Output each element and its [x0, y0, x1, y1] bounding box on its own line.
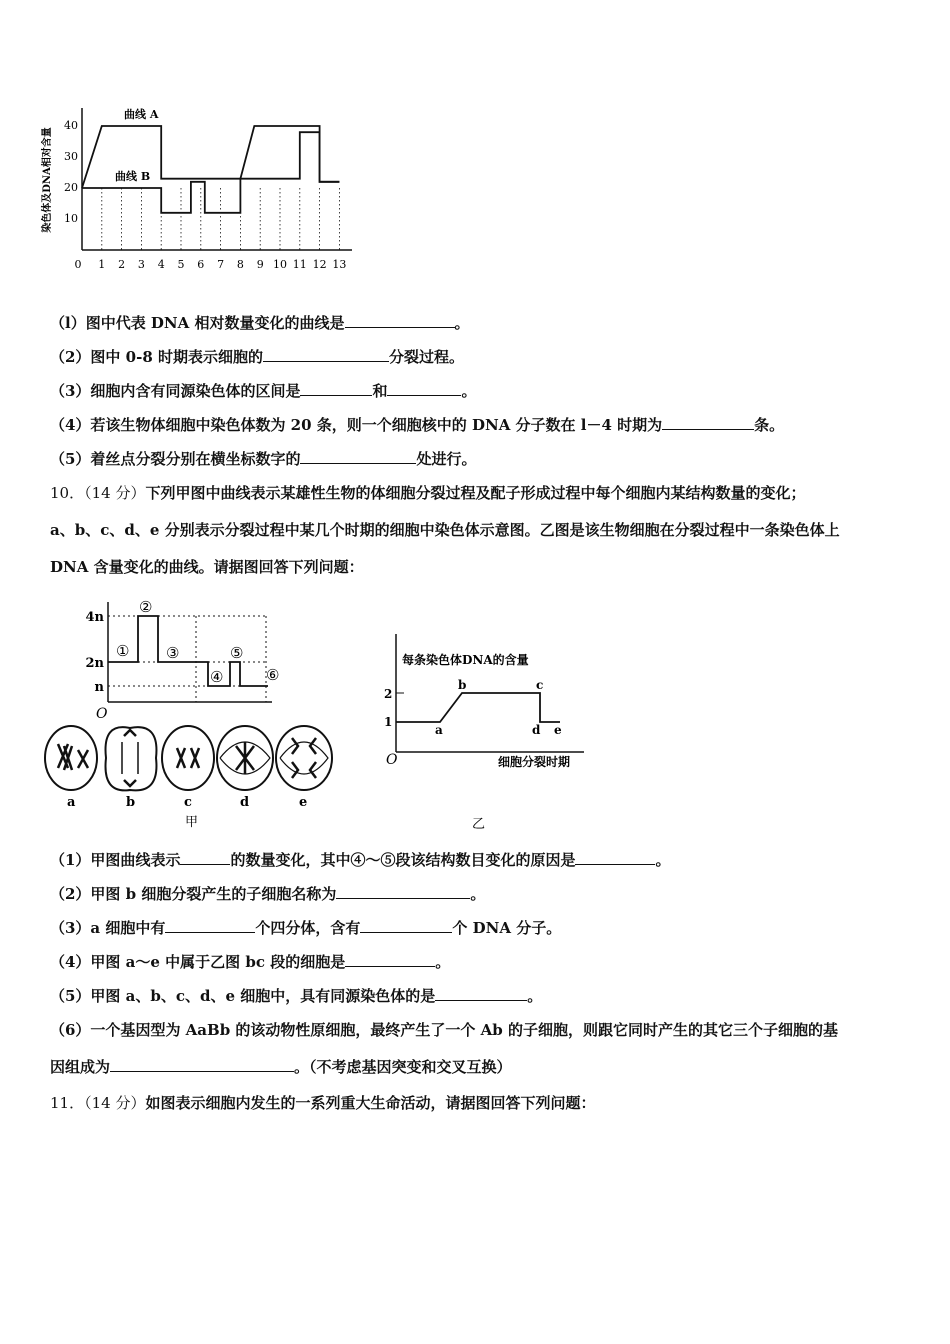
q9-item-3-end: 。: [461, 382, 477, 400]
q9-item-3-text: （3）细胞内含有同源染色体的区间是: [50, 382, 301, 400]
q11-number: 11．: [50, 1094, 85, 1112]
x-tick-5: 5: [177, 258, 185, 271]
q10-stem-line-2: a、b、c、d、e 分别表示分裂过程中某几个时期的细胞中染色体示意图。乙图是该生物细胞在分裂过程中一条染色体上: [50, 521, 840, 539]
x-tick-3: 3: [137, 258, 145, 271]
figure-curves-ab: [40, 100, 370, 280]
yi-point-e: e: [554, 723, 562, 737]
q10-item-1-mid: 的数量变化，其中④～⑤段该结构数目变化的原因是: [230, 851, 576, 869]
q10-item-3-blank-1[interactable]: [165, 918, 255, 933]
cell-label-a: a: [67, 795, 76, 810]
x-tick-7: 7: [217, 258, 225, 271]
q10-item-1-blank-2[interactable]: [575, 850, 655, 865]
q9-item-4-end: 条。: [754, 416, 785, 434]
yi-y-tick-2: 2: [384, 687, 393, 701]
q9-item-2-text: （2）图中 0-8 时期表示细胞的: [50, 348, 263, 366]
q10-points: （14 分）: [84, 484, 146, 502]
y-axis-label: 染色体及DNA相对含量: [42, 127, 53, 233]
jia-caption: 甲: [185, 815, 199, 830]
cell-d: [217, 726, 273, 790]
q10-item-1-blank-1[interactable]: [180, 850, 230, 865]
q10-item-4-text: （4）甲图 a～e 中属于乙图 bc 段的细胞是: [50, 953, 346, 971]
q9-item-1-end: 。: [454, 314, 470, 332]
jia-y-tick-2n: 2n: [85, 656, 104, 671]
q10-stem-line-1: [50, 482, 805, 503]
q11-stem: [50, 1092, 595, 1113]
q9-item-4-text: （4）若该生物体细胞中染色体数为 20 条，则一个细胞核中的 DNA 分子数在 l－4 时期为: [50, 416, 663, 434]
q9-item-1-text: （l）图中代表 DNA 相对数量变化的曲线是: [50, 314, 345, 332]
q10-item-1: [50, 849, 670, 870]
q9-item-2-end: 分裂过程。: [388, 348, 464, 366]
q10-item-2: [50, 883, 485, 904]
q10-item-4-end: 。: [435, 953, 451, 971]
cell-c: [162, 726, 214, 790]
x-tick-10: 10: [273, 258, 287, 271]
x-tick-1: 1: [98, 258, 106, 271]
jia-seg-4: ④: [210, 668, 224, 686]
q10-number: 10．: [50, 484, 85, 502]
jia-seg-1: ①: [116, 642, 130, 660]
jia-seg-5: ⑤: [230, 644, 244, 662]
q10-item-4-blank[interactable]: [345, 952, 435, 967]
q10-item-5: [50, 985, 542, 1006]
q9-item-3-blank-2[interactable]: [387, 381, 461, 396]
x-tick-11: 11: [292, 258, 307, 271]
q10-item-6-line-1: （6）一个基因型为 AaBb 的该动物性原细胞，最终产生了一个 Ab 的子细胞，则跟它同时产生的其它三个子细胞的基: [50, 1021, 838, 1039]
q10-item-5-end: 。: [527, 987, 543, 1005]
cell-label-d: d: [240, 795, 250, 810]
jia-origin: O: [96, 706, 108, 722]
x-tick-0: 0: [74, 258, 82, 271]
curve-b-label: 曲线 B: [115, 170, 151, 183]
yi-point-c: c: [536, 678, 544, 692]
jia-seg-3: ③: [166, 644, 180, 662]
cell-label-b: b: [126, 795, 136, 810]
q10-item-3-mid: 个四分体，含有: [255, 919, 361, 937]
y-tick-30: 30: [64, 150, 78, 163]
cell-label-c: c: [184, 795, 192, 810]
x-tick-6: 6: [197, 258, 205, 271]
cell-b: [106, 727, 157, 790]
y-tick-40: 40: [64, 119, 78, 132]
q10-item-3: [50, 917, 561, 938]
x-tick-9: 9: [256, 258, 264, 271]
q10-item-3-end: 个 DNA 分子。: [452, 919, 562, 937]
q10-item-6-end: 。（不考虑基因突变和交叉互换）: [294, 1058, 512, 1076]
q10-item-6-line-2: [50, 1056, 512, 1077]
q9-item-5: [50, 448, 476, 469]
jia-y-tick-4n: 4n: [85, 610, 104, 625]
cell-label-e: e: [299, 795, 308, 810]
q10-stem-line-3: DNA 含量变化的曲线。请据图回答下列问题：: [50, 558, 364, 576]
q9-item-4: [50, 414, 784, 435]
jia-seg-2: ②: [139, 598, 153, 616]
yi-title: 每条染色体DNA的含量: [402, 653, 529, 667]
q10-item-6-blank[interactable]: [110, 1057, 294, 1072]
q9-item-3-blank-1[interactable]: [300, 381, 372, 396]
yi-point-b: b: [458, 678, 467, 692]
q11-points: （14 分）: [84, 1094, 146, 1112]
q9-item-5-text: （5）着丝点分裂分别在横坐标数字的: [50, 450, 301, 468]
y-tick-10: 10: [64, 212, 78, 225]
cell-a: [45, 726, 97, 790]
q10-stem-1: 下列甲图中曲线表示某雄性生物的体细胞分裂过程及配子形成过程中每个细胞内某结构数量的变化；: [145, 484, 806, 502]
q11-stem-text: 如图表示细胞内发生的一系列重大生命活动，请据图回答下列问题：: [145, 1094, 596, 1112]
q10-item-2-end: 。: [470, 885, 486, 903]
x-tick-2: 2: [118, 258, 126, 271]
yi-point-a: a: [435, 723, 443, 737]
q9-item-2: [50, 346, 464, 367]
q10-item-3-text: （3）a 细胞中有: [50, 919, 166, 937]
x-tick-13: 13: [332, 258, 347, 271]
yi-y-tick-1: 1: [384, 715, 393, 729]
x-tick-12: 12: [312, 258, 327, 271]
jia-seg-6: ⑥: [266, 666, 280, 684]
x-tick-8: 8: [236, 258, 244, 271]
q9-item-4-blank[interactable]: [662, 415, 754, 430]
q9-item-1: [50, 312, 470, 333]
q10-item-2-blank[interactable]: [336, 884, 470, 899]
q10-item-1-text: （1）甲图曲线表示: [50, 851, 181, 869]
q10-item-5-text: （5）甲图 a、b、c、d、e 细胞中，具有同源染色体的是: [50, 987, 436, 1005]
cell-e: [276, 726, 332, 790]
q10-item-2-text: （2）甲图 b 细胞分裂产生的子细胞名称为: [50, 885, 337, 903]
figure-jia: [40, 596, 340, 836]
q9-item-1-blank[interactable]: [345, 313, 455, 328]
q9-item-2-blank[interactable]: [263, 347, 389, 362]
q10-item-5-blank[interactable]: [435, 986, 527, 1001]
q9-item-5-end: 处进行。: [416, 450, 477, 468]
figure-yi: [380, 630, 600, 836]
q10-item-6-text: 因组成为: [50, 1058, 111, 1076]
q9-item-3: [50, 380, 476, 401]
yi-origin: O: [386, 752, 398, 768]
q10-item-3-blank-2[interactable]: [360, 918, 452, 933]
x-tick-4: 4: [157, 258, 165, 271]
jia-step-curve: [108, 616, 268, 686]
q10-item-1-end: 。: [655, 851, 671, 869]
jia-y-tick-n: n: [94, 680, 104, 695]
yi-xlabel: 细胞分裂时期: [498, 755, 571, 769]
yi-curve: [396, 693, 560, 722]
yi-caption: 乙: [472, 817, 486, 832]
q10-item-4: [50, 951, 450, 972]
q9-item-3-mid: 和: [372, 382, 388, 400]
yi-point-d: d: [532, 723, 541, 737]
y-tick-20: 20: [64, 181, 78, 194]
q9-item-5-blank[interactable]: [300, 449, 416, 464]
curve-a-label: 曲线 A: [124, 108, 159, 121]
